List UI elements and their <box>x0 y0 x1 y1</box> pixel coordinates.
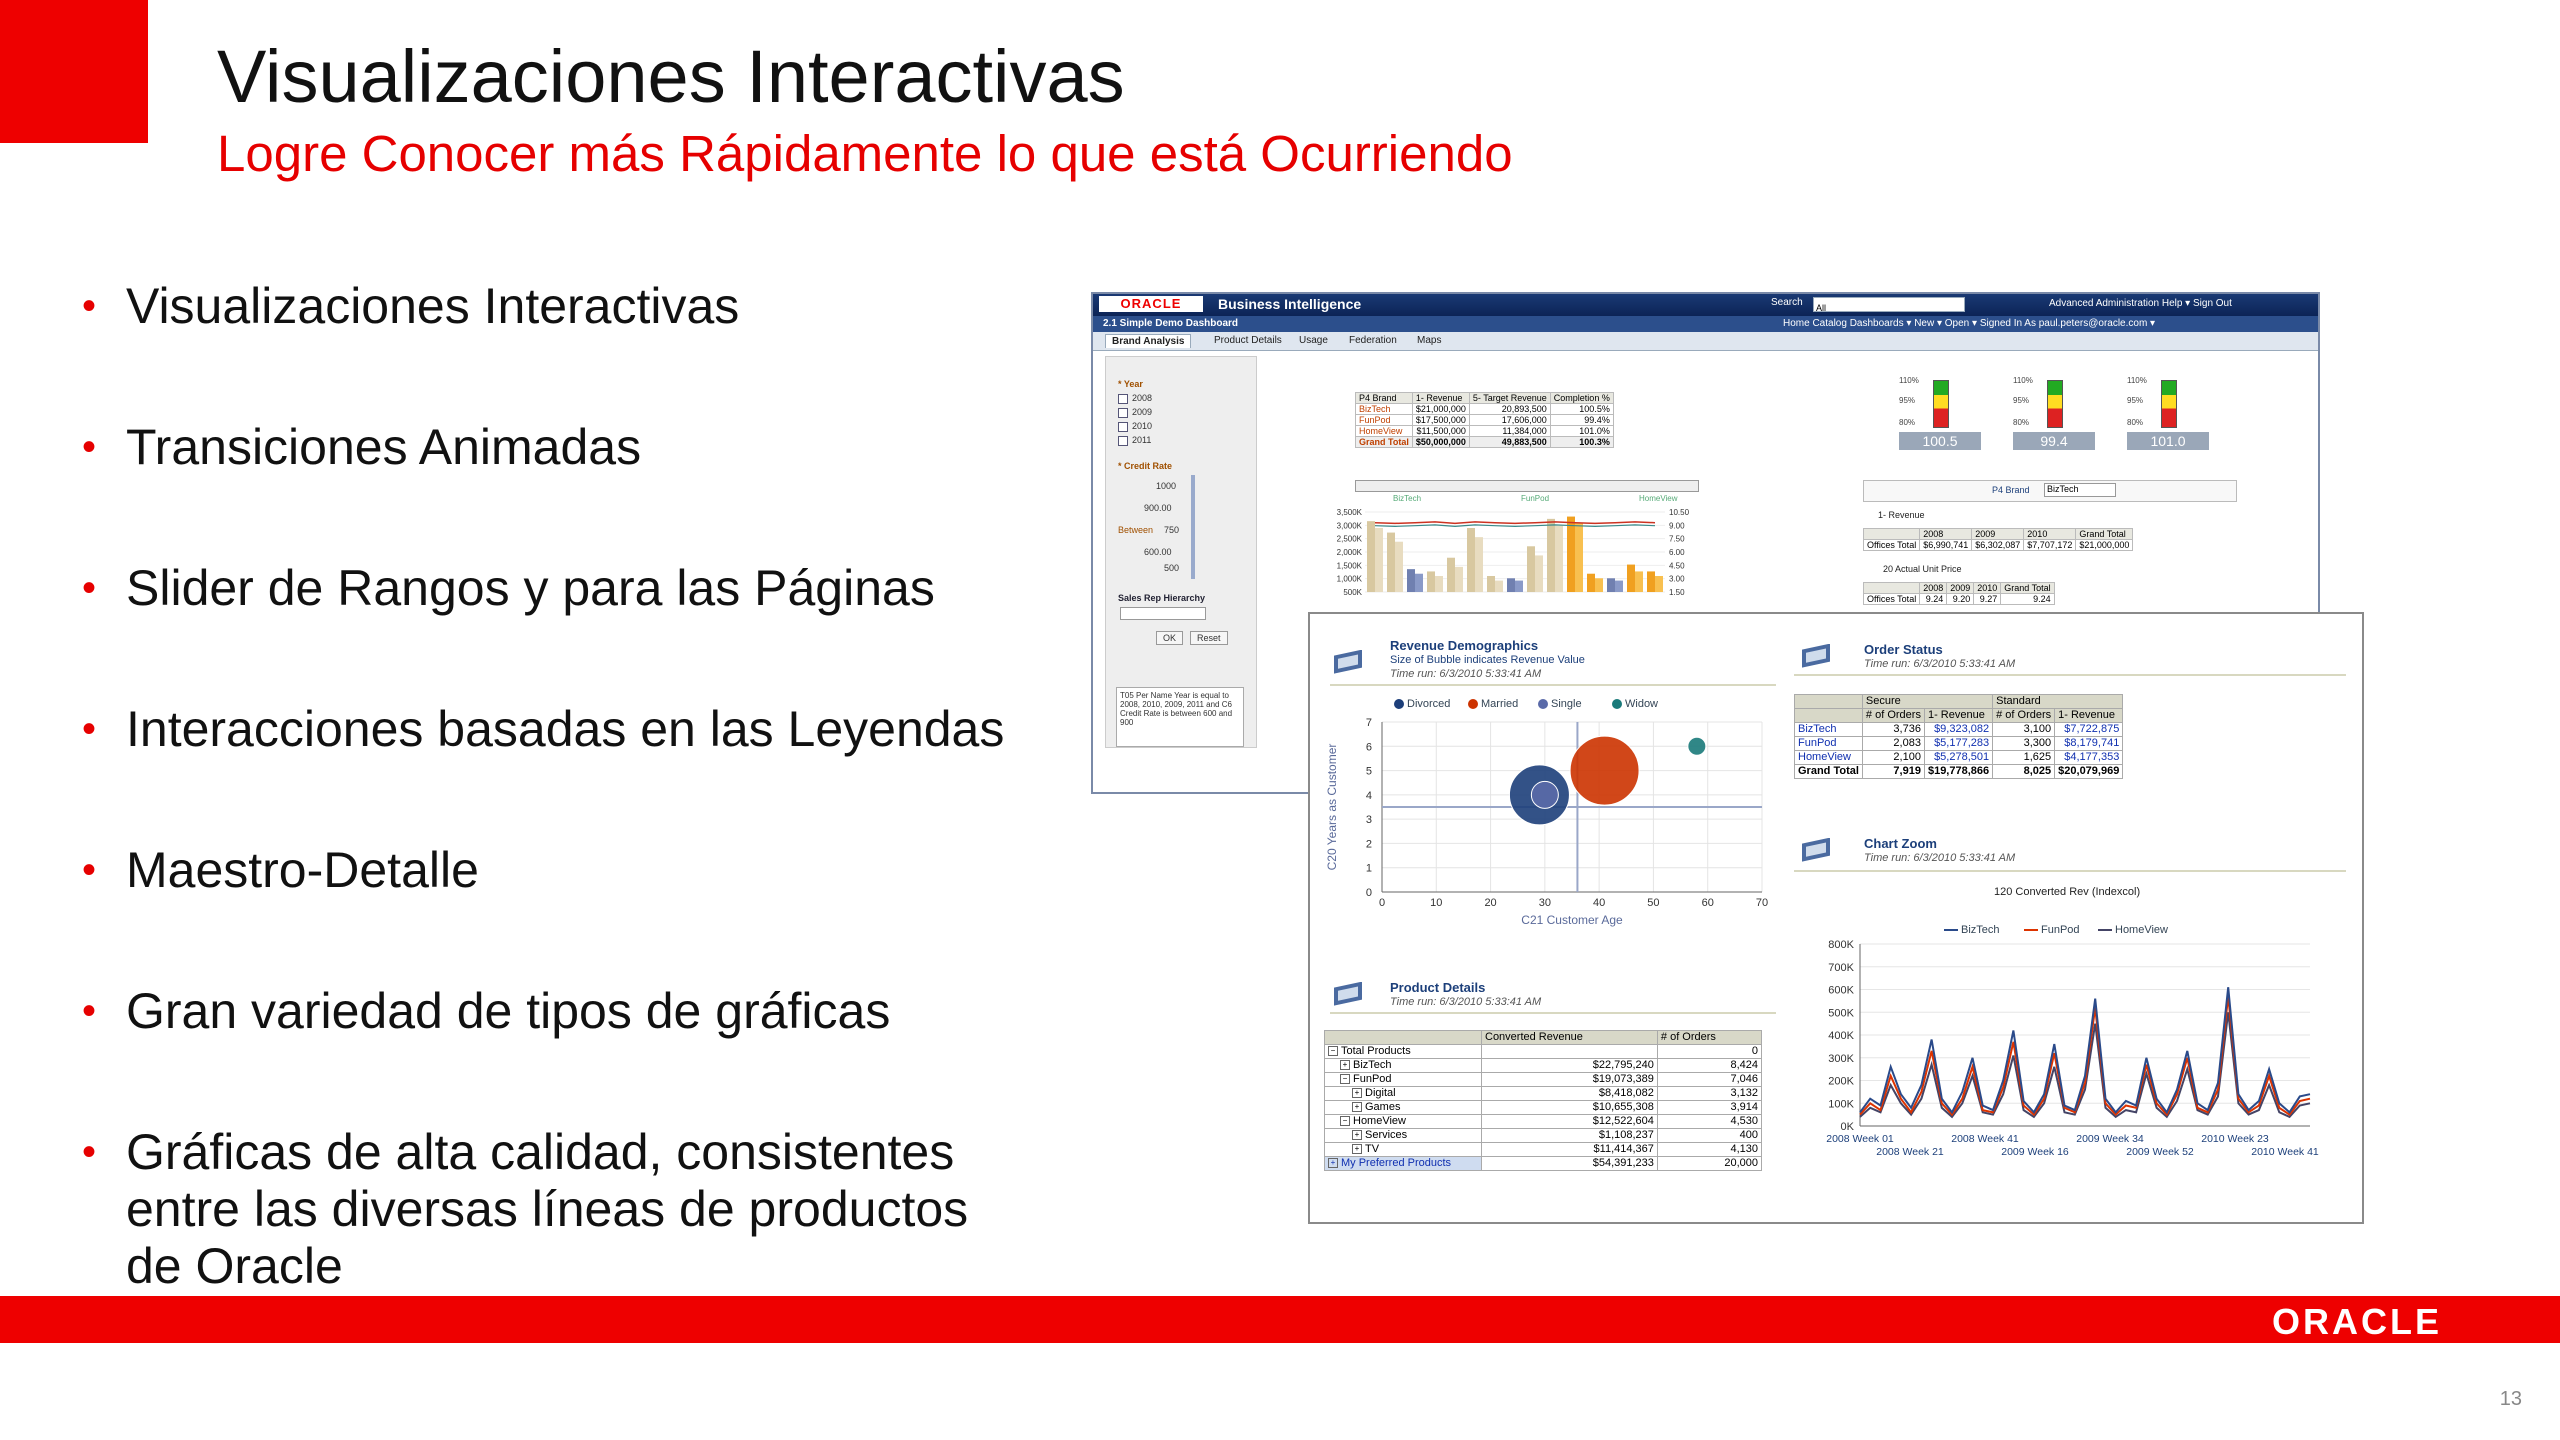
x-tick-label: 30 <box>1538 897 1551 909</box>
tab-federation[interactable]: Federation <box>1349 335 1397 346</box>
y-tick-label: 500K <box>1343 588 1362 597</box>
table-row[interactable] <box>1325 1087 1762 1101</box>
legend-single[interactable]: Single <box>1538 698 1582 710</box>
expand-icon[interactable]: + <box>1328 1158 1338 1168</box>
legend-biztech[interactable]: BizTech <box>1944 924 2000 936</box>
legend-widow[interactable]: Widow <box>1612 698 1658 710</box>
y-tick-label: 800K <box>1828 939 1854 951</box>
y2-tick-label: 3.00 <box>1669 574 1685 584</box>
x-tick-label: 60 <box>1701 897 1714 909</box>
bullet-item: • Gran variedad de tipos de gráficas <box>82 983 891 1039</box>
bullet-item: • Visualizaciones Interactivas <box>82 278 740 334</box>
tab-product-details[interactable]: Product Details <box>1214 335 1282 346</box>
row-label: BizTech <box>1353 1059 1392 1071</box>
table-row: FunPod $17,500,000 17,606,000 99.4% <box>1356 415 1614 426</box>
y-tick-label: 400K <box>1828 1030 1854 1042</box>
bi-app-title: Business Intelligence <box>1218 296 1362 312</box>
bar <box>1475 537 1483 592</box>
offices-revenue-table: 2008 2009 2010 Grand Total Offices Total $6,990,741 $6,302,087 $7,707,172 $21,000,000 <box>1863 528 2133 551</box>
revenue-demographics-subtitle: Size of Bubble indicates Revenue Value <box>1390 654 1585 666</box>
bullet-item: • Interacciones basadas en las Leyendas <box>82 701 1005 757</box>
x-tick-label: 50 <box>1647 897 1660 909</box>
bar <box>1487 576 1495 592</box>
bar <box>1615 581 1623 592</box>
gauge: 110% 95% 80% 99.4 <box>2013 374 2095 444</box>
collapse-icon[interactable]: − <box>1340 1074 1350 1084</box>
revenue-demographics-title: Revenue Demographics <box>1390 638 1539 653</box>
y-tick-label: 1 <box>1365 862 1372 875</box>
bar <box>1547 519 1555 592</box>
slider-tick: 1000 <box>1156 481 1177 491</box>
product-details-time: Time run: 6/3/2010 5:33:41 AM <box>1390 996 1542 1008</box>
converted-revenue-cell: $22,795,240 <box>1482 1059 1658 1073</box>
orders-cell: 4,530 <box>1657 1115 1761 1129</box>
orders-cell: 8,424 <box>1657 1059 1761 1073</box>
table-row: Grand Total $50,000,000 49,883,500 100.3% <box>1356 437 1614 448</box>
y-tick-label: 600K <box>1828 984 1854 997</box>
bubble-married <box>1570 736 1639 805</box>
bullet-item: • Transiciones Animadas <box>82 419 642 475</box>
expand-icon[interactable]: + <box>1352 1130 1362 1140</box>
bar <box>1587 574 1595 592</box>
page-number: 13 <box>2499 1388 2522 1410</box>
legend-homeview[interactable]: HomeView <box>2098 924 2168 936</box>
zoom-line-chart[interactable] <box>1804 936 2324 1172</box>
ok-button[interactable]: OK <box>1156 631 1183 645</box>
year-checkbox[interactable]: 2011 <box>1118 435 1151 446</box>
collapse-icon[interactable]: − <box>1340 1116 1350 1126</box>
bubble-widow <box>1688 737 1706 755</box>
table-panel-icon <box>1800 644 1836 670</box>
between-label: Between <box>1118 525 1154 535</box>
table-row[interactable] <box>1325 1143 1762 1157</box>
bar <box>1447 558 1455 592</box>
dashboard-title: 2.1 Simple Demo Dashboard <box>1103 318 1239 329</box>
orders-cell: 400 <box>1657 1129 1761 1143</box>
footer-bar <box>0 1296 2560 1343</box>
x-tick-label: 2009 Week 34 <box>2076 1133 2144 1145</box>
oracle-footer-logo: ORACLE <box>2272 1301 2442 1342</box>
x-tick-label: 0 <box>1378 897 1386 909</box>
header-links[interactable]: Advanced Administration Help ▾ Sign Out <box>2049 298 2232 309</box>
panel-divider <box>1330 1012 1776 1014</box>
row-label: Games <box>1365 1101 1401 1113</box>
table-row[interactable] <box>1325 1129 1762 1143</box>
bar <box>1535 555 1543 592</box>
bar <box>1527 546 1535 592</box>
converted-revenue-cell: $19,073,389 <box>1482 1073 1658 1087</box>
converted-revenue-cell: $1,108,237 <box>1482 1129 1658 1143</box>
bar <box>1595 578 1603 592</box>
converted-revenue-cell: $12,522,604 <box>1482 1115 1658 1129</box>
slide-subtitle: Logre Conocer más Rápidamente lo que está Ocurriendo <box>217 125 1513 182</box>
unit-price-label: 20 Actual Unit Price <box>1883 564 1962 574</box>
bar <box>1367 521 1375 592</box>
y-tick-label: 700K <box>1828 961 1854 974</box>
row-label: Total Products <box>1341 1045 1411 1057</box>
converted-revenue-cell: $8,418,082 <box>1482 1087 1658 1101</box>
bar <box>1467 528 1475 592</box>
tab-usage[interactable]: Usage <box>1299 335 1328 346</box>
accent-square <box>0 0 148 143</box>
bar <box>1515 581 1523 592</box>
table-row[interactable] <box>1325 1157 1762 1171</box>
prompt-note: T05 Per Name Year is equal to 2008, 2010, 2009, 2011 and C6 Credit Rate is between 600 and 900 <box>1116 687 1244 747</box>
slider-tick: 500 <box>1164 563 1180 573</box>
expand-icon[interactable]: + <box>1340 1060 1350 1070</box>
search-input[interactable]: All <box>1813 297 1965 312</box>
x-tick-label: 2009 Week 52 <box>2126 1146 2194 1158</box>
bar <box>1627 565 1635 592</box>
chart-zoom-title: Chart Zoom <box>1864 836 1937 851</box>
bar <box>1435 576 1443 592</box>
row-label: Digital <box>1365 1087 1396 1099</box>
year-checkbox[interactable]: 2010 <box>1118 421 1152 432</box>
legend-married[interactable]: Married <box>1468 698 1518 710</box>
year-checkbox[interactable]: 2008 <box>1118 393 1152 404</box>
brand-revenue-table: P4 Brand 1- Revenue 5- Target Revenue Completion % BizTech $21,000,000 20,893,500 100.5% FunPod $17,500,000 17,606,000 99.4% HomeView $11,500,000 11,384,000 101.0% Grand Total $50,000,000 49,883,500 100.3% <box>1355 392 1614 448</box>
bar <box>1387 533 1395 592</box>
y-tick-label: 200K <box>1828 1075 1854 1088</box>
slider-label: FunPod <box>1521 494 1550 503</box>
x-tick-label: 2008 Week 21 <box>1876 1146 1944 1158</box>
expand-icon[interactable]: + <box>1352 1088 1362 1098</box>
legend-divorced[interactable]: Divorced <box>1394 698 1450 710</box>
bullet-item: • Slider de Rangos y para las Páginas <box>82 560 935 616</box>
legend-funpod[interactable]: FunPod <box>2024 924 2080 936</box>
order-status-table: Secure Standard # of Orders 1- Revenue # of Orders 1- Revenue BizTech 3,736 $9,323,082 3,100 $7,722,875 FunPod 2,083 $5,177,283 3,300 $8,179,741 HomeView 2,100 $5,278,501 1,625 $4,177,353 Grand Total 7,919 $19,778,866 8,025 $20,079,969 <box>1794 694 2123 779</box>
unit-price-line <box>1375 522 1655 524</box>
product-details-title: Product Details <box>1390 980 1486 995</box>
slider-tick: 600.00 <box>1144 547 1172 557</box>
bar <box>1635 571 1643 592</box>
bar <box>1415 574 1423 592</box>
table-row: HomeView 2,100 $5,278,501 1,625 $4,177,353 <box>1795 751 2123 765</box>
y-axis-title: C20 Years as Customer <box>1325 743 1339 871</box>
slider-label: HomeView <box>1639 494 1678 503</box>
panel-divider <box>1794 870 2346 872</box>
reset-button[interactable]: Reset <box>1190 631 1228 645</box>
slider-label: BizTech <box>1393 494 1422 503</box>
brand-select[interactable]: BizTech <box>2044 483 2116 497</box>
nav-links[interactable]: Home Catalog Dashboards ▾ New ▾ Open ▾ Signed In As paul.peters@oracle.com ▾ <box>1783 318 2156 329</box>
table-row[interactable] <box>1325 1059 1762 1073</box>
expand-icon[interactable]: + <box>1352 1144 1362 1154</box>
chart-panel-icon <box>1800 838 1836 864</box>
table-row[interactable] <box>1325 1073 1762 1087</box>
converted-revenue-cell: $11,414,367 <box>1482 1143 1658 1157</box>
slider-tick: 750 <box>1164 525 1180 535</box>
y2-tick-label: 7.50 <box>1669 534 1685 544</box>
y-tick-label: 100K <box>1828 1098 1854 1111</box>
x-tick-label: 2010 Week 41 <box>2251 1146 2319 1158</box>
expand-icon[interactable]: + <box>1352 1102 1362 1112</box>
y-tick-label: 3 <box>1365 814 1372 827</box>
orders-cell: 3,132 <box>1657 1087 1761 1101</box>
x-tick-label: 40 <box>1593 897 1606 909</box>
page-slider[interactable] <box>1355 480 1699 492</box>
bar <box>1427 571 1435 592</box>
row-label: FunPod <box>1353 1073 1392 1085</box>
y-tick-label: 4 <box>1365 789 1372 802</box>
y-tick-label: 300K <box>1828 1052 1854 1065</box>
gauge: 110% 95% 80% 100.5 <box>1899 374 1981 444</box>
y-tick-label: 1,000K <box>1336 574 1362 584</box>
x-tick-label: 2009 Week 16 <box>2001 1146 2069 1158</box>
bullet-item: • Maestro-Detalle <box>82 842 479 898</box>
search-label: Search <box>1771 297 1803 308</box>
panel-divider <box>1330 684 1776 686</box>
y2-tick-label: 10.50 <box>1669 508 1690 517</box>
bar <box>1375 528 1383 592</box>
table-row: FunPod 2,083 $5,177,283 3,300 $8,179,741 <box>1795 737 2123 751</box>
tab-brand-analysis[interactable]: Brand Analysis <box>1105 334 1191 348</box>
orders-cell: 0 <box>1657 1045 1761 1059</box>
tab-maps[interactable]: Maps <box>1417 335 1442 346</box>
slide-title: Visualizaciones Interactivas <box>217 35 1125 118</box>
credit-rate-label: * Credit Rate <box>1118 461 1173 471</box>
order-status-title: Order Status <box>1864 642 1943 657</box>
y-tick-label: 2,000K <box>1336 548 1362 557</box>
y-tick-label: 0K <box>1840 1121 1854 1133</box>
panel-divider <box>1794 674 2346 676</box>
x-axis-title: C21 Customer Age <box>1521 913 1623 927</box>
x-tick-label: 2008 Week 41 <box>1951 1133 2019 1145</box>
gauge: 110% 95% 80% 101.0 <box>2127 374 2209 444</box>
year-checkbox[interactable]: 2009 <box>1118 407 1152 418</box>
y-tick-label: 6 <box>1365 741 1372 754</box>
y-tick-label: 2 <box>1365 838 1372 851</box>
bar <box>1495 581 1503 592</box>
y-tick-label: 500K <box>1828 1007 1854 1020</box>
row-label: TV <box>1365 1143 1380 1155</box>
table-row: Offices Total $6,990,741 $6,302,087 $7,707,172 $21,000,000 <box>1864 540 2133 551</box>
y-tick-label: 0 <box>1365 887 1372 899</box>
bar <box>1407 569 1415 592</box>
table-row: HomeView $11,500,000 11,384,000 101.0% <box>1356 426 1614 437</box>
bar <box>1567 517 1575 592</box>
x-tick-label: 70 <box>1755 897 1769 909</box>
row-label: HomeView <box>1353 1115 1406 1127</box>
dashboard-tabs <box>1093 332 2318 351</box>
table-row: Offices Total 9.24 9.20 9.27 9.24 <box>1864 594 2055 605</box>
table-row: BizTech 3,736 $9,323,082 3,100 $7,722,875 <box>1795 723 2123 737</box>
y2-tick-label: 6.00 <box>1669 548 1685 557</box>
y2-tick-label: 1.50 <box>1669 588 1685 597</box>
converted-revenue-cell <box>1482 1045 1658 1059</box>
x-tick-label: 2010 Week 23 <box>2201 1133 2269 1145</box>
bi-header-bar <box>1093 294 2318 316</box>
row-label: Services <box>1365 1129 1408 1141</box>
y2-tick-label: 9.00 <box>1669 521 1685 531</box>
bar <box>1575 523 1583 592</box>
orders-cell: 4,130 <box>1657 1143 1761 1157</box>
orders-cell: 3,914 <box>1657 1101 1761 1115</box>
revenue-label: 1- Revenue <box>1878 510 1925 520</box>
table-row: BizTech $21,000,000 20,893,500 100.5% <box>1356 404 1614 415</box>
product-details-table: Converted Revenue # of Orders − Total Products 0 + BizTech $22,795,240 8,424 − FunPod $19,073,389 7,046 + Digital $8,418,082 3,132 + Games $10,655,308 3,914 − HomeView $12,522,604 4,530 + Services $1,108,237 400 + TV $11,414,367 4,130 + My Preferred Products $54,391,233 20,000 <box>1324 1030 1762 1171</box>
bar <box>1647 571 1655 592</box>
brand-filter: P4 Brand BizTech <box>1863 480 2237 502</box>
bar <box>1655 576 1663 592</box>
orders-cell: 7,046 <box>1657 1073 1761 1087</box>
bar <box>1607 578 1615 592</box>
converted-revenue-cell: $10,655,308 <box>1482 1101 1658 1115</box>
orders-cell: 20,000 <box>1657 1157 1761 1171</box>
credit-rate-slider[interactable] <box>1191 475 1195 579</box>
chart-panel-icon <box>1332 650 1368 676</box>
row-label: My Preferred Products <box>1341 1157 1452 1169</box>
x-tick-label: 20 <box>1484 897 1497 909</box>
x-tick-label: 2008 Week 01 <box>1826 1133 1894 1145</box>
y-tick-label: 5 <box>1365 765 1372 778</box>
table-row[interactable] <box>1325 1115 1762 1129</box>
bar <box>1455 567 1463 592</box>
bar <box>1555 526 1563 592</box>
oracle-logo: ORACLE <box>1099 296 1203 312</box>
sales-rep-label: Sales Rep Hierarchy <box>1118 593 1206 603</box>
revenue-demographics-time: Time run: 6/3/2010 5:33:41 AM <box>1390 668 1542 680</box>
table-row[interactable] <box>1325 1045 1762 1059</box>
chart-zoom-chart-title: 120 Converted Rev (Indexcol) <box>1994 886 2141 898</box>
chart-zoom-time: Time run: 6/3/2010 5:33:41 AM <box>1864 852 2016 864</box>
y-tick-label: 3,000K <box>1336 521 1362 531</box>
y-tick-label: 3,500K <box>1336 508 1362 517</box>
y-tick-label: 7 <box>1365 717 1372 729</box>
prompt-panel <box>1105 356 1257 748</box>
table-row: Grand Total 7,919 $19,778,866 8,025 $20,079,969 <box>1795 765 2123 779</box>
series-line-biztech <box>1860 987 2310 1112</box>
converted-revenue-cell: $54,391,233 <box>1482 1157 1658 1171</box>
combo-bar-line-chart <box>1321 508 1741 598</box>
bubble-chart <box>1322 710 1782 950</box>
dashboard-bar <box>1093 316 2318 332</box>
collapse-icon[interactable]: − <box>1328 1046 1338 1056</box>
bar <box>1507 578 1515 592</box>
table-row[interactable] <box>1325 1101 1762 1115</box>
y-tick-label: 1,500K <box>1336 561 1362 571</box>
bar <box>1395 542 1403 592</box>
table-panel-icon <box>1332 982 1368 1008</box>
y2-tick-label: 4.50 <box>1669 561 1685 571</box>
detail-dashboard-screenshot <box>1308 612 2364 1224</box>
bullet-item: • Gráficas de alta calidad, consistentes entre las diversas líneas de productos de Oracle <box>82 1124 969 1294</box>
order-status-time: Time run: 6/3/2010 5:33:41 AM <box>1864 658 2016 670</box>
y-tick-label: 2,500K <box>1336 534 1362 544</box>
slider-tick: 900.00 <box>1144 503 1172 513</box>
x-tick-label: 10 <box>1430 897 1443 909</box>
bubble-single <box>1531 781 1558 808</box>
sales-rep-input[interactable] <box>1120 607 1206 620</box>
offices-price-table: 2008 2009 2010 Grand Total Offices Total 9.24 9.20 9.27 9.24 <box>1863 582 2055 605</box>
year-label: * Year <box>1118 379 1143 389</box>
